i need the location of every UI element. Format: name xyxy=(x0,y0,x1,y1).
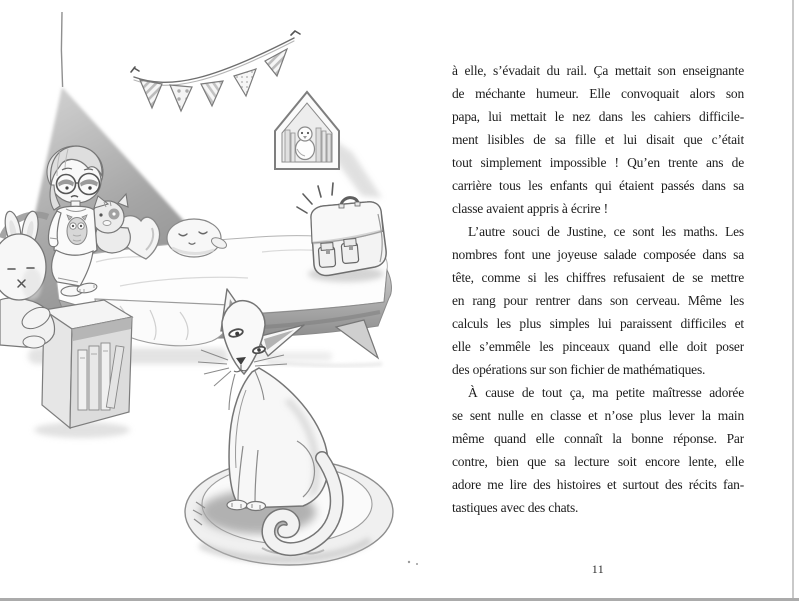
text-line: tastiques avec des chats. xyxy=(452,500,579,515)
text-line: tout simplement impossible ! Qu’en trente ans de xyxy=(452,155,744,170)
flag-dotted-2 xyxy=(234,69,256,96)
house-shelf xyxy=(275,92,382,198)
flag-striped-1 xyxy=(140,80,162,108)
text-line: tête, comme si les chiffres refusaient de se mettre xyxy=(452,270,744,285)
sketch-speck xyxy=(408,561,410,563)
flag-striped-3 xyxy=(265,49,287,76)
owl-print xyxy=(67,215,87,245)
text-line: de méchante humeur. Elle convoquait alors son xyxy=(452,86,744,101)
text-line: classe avaient appris à écrire ! xyxy=(452,201,608,216)
bird-figurine xyxy=(296,127,315,160)
text-line: papa, lui mettait le nez dans les cahiers difficile- xyxy=(452,109,744,124)
text-line: à elle, s’évadait du rail. Ça mettait son enseignante xyxy=(452,63,744,78)
text-line: se sent nulle en classe et n’ose plus lever la main xyxy=(452,408,744,423)
text-line: même quand elle connaît la bonne réponse. Par xyxy=(452,431,744,446)
text-column xyxy=(452,59,744,519)
bunting-flags xyxy=(131,31,300,111)
text-line: calculs les plus simples lui paraissent difficiles et xyxy=(452,316,744,331)
page-number: 11 xyxy=(591,562,605,576)
text-line: adore me lire des histoires et surtout des récits fan- xyxy=(452,477,744,492)
cat-paw xyxy=(227,500,247,510)
text-line: elle s’emmêle les pinceaux quand elle doit poser xyxy=(452,339,744,354)
sketch-speck xyxy=(416,563,418,565)
paragraph xyxy=(452,220,744,381)
text-line: en rang pour rentrer dans son cerveau. Même les xyxy=(452,293,744,308)
text-line: contre, bien que sa lecture soit encore lente, elle xyxy=(452,454,744,469)
paragraph xyxy=(452,381,744,519)
text-line: ment lisibles de sa fille et lui disait que c’était xyxy=(452,132,744,147)
text-line: des opérations sur son fichier de mathématiques. xyxy=(452,362,706,377)
page-edge-right xyxy=(792,0,794,601)
text-line: nombres font une joyeuse salade composée dans sa xyxy=(452,247,744,262)
flag-striped-2 xyxy=(201,81,223,106)
text-line: carrière tous les enfants qui étaient passés dans sa xyxy=(452,178,744,193)
cat-paw xyxy=(247,502,266,511)
paragraph xyxy=(452,59,744,220)
text-line: L’autre souci de Justine, ce sont les maths. Les xyxy=(468,224,744,239)
flag-dotted-1 xyxy=(170,85,192,111)
text-line: À cause de tout ça, ma petite maîtresse adorée xyxy=(468,385,744,400)
